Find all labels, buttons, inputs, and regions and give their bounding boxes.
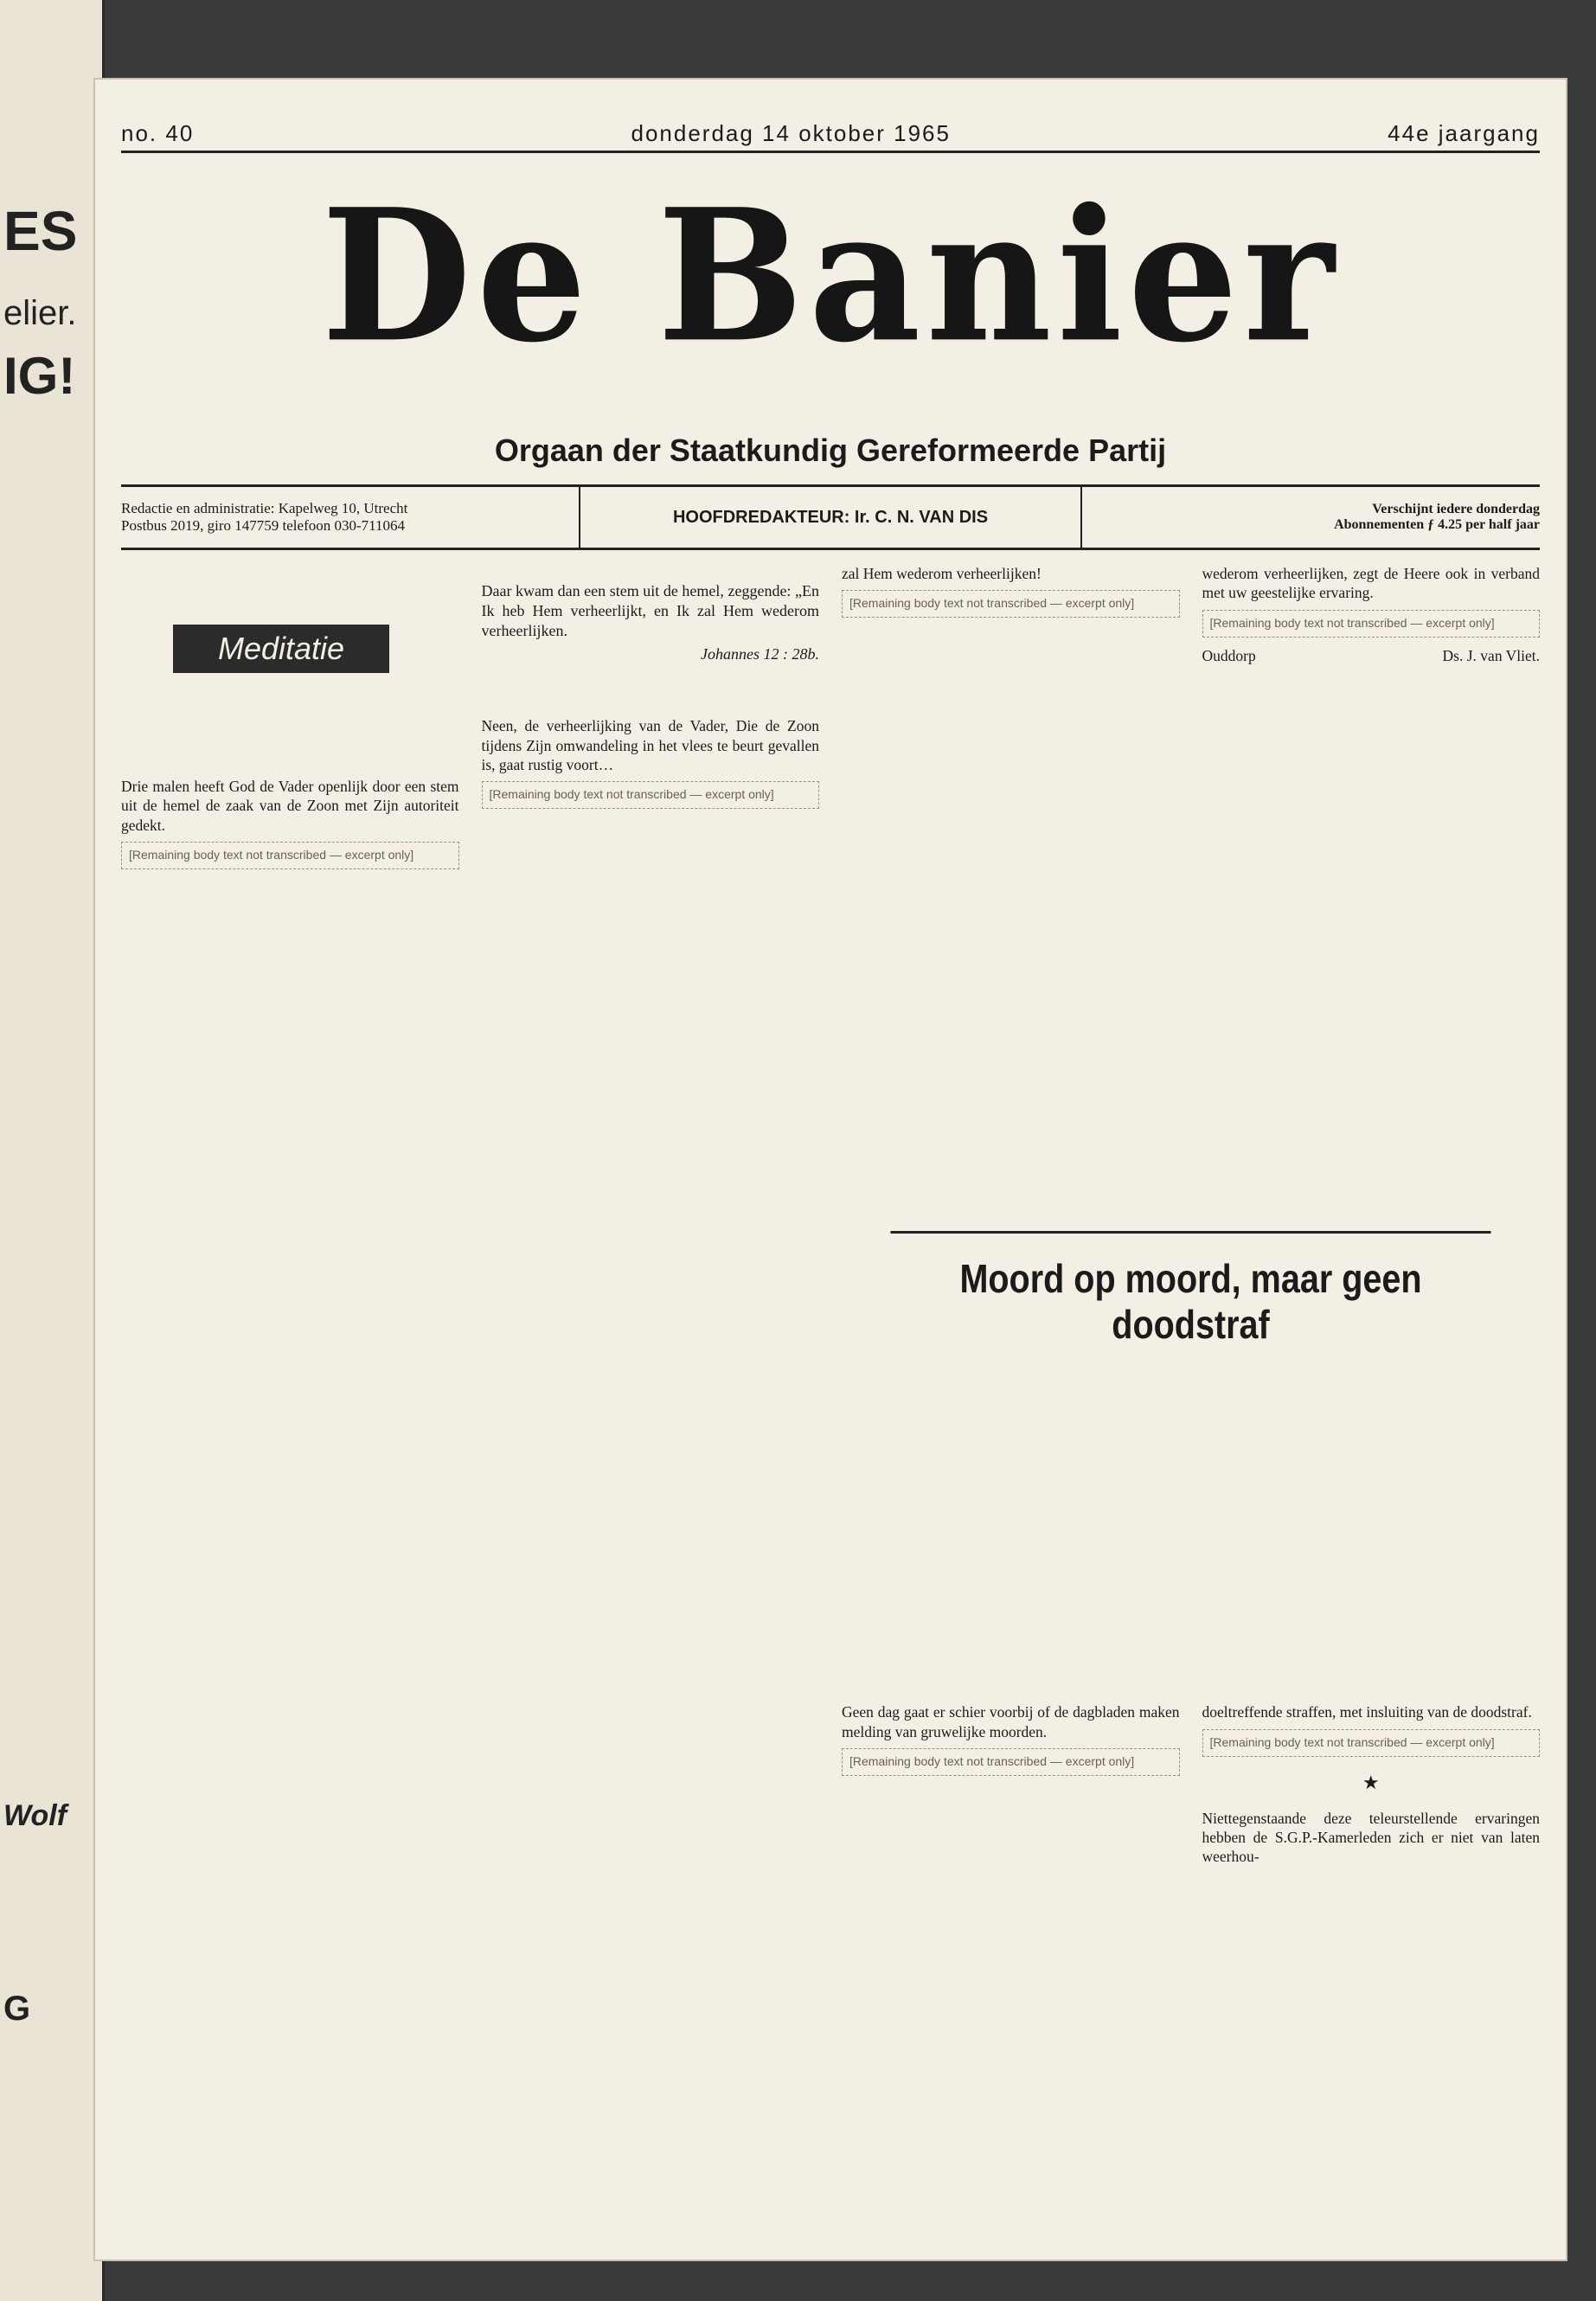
prev-page-fragment: IG! — [3, 347, 76, 405]
meditatie-opening: Drie malen heeft God de Vader openlijk door een stem uit de hemel de zaak van de Zoon met Zijn autoriteit gedekt. — [121, 778, 459, 834]
editor-in-chief: HOOFDREDAKTEUR: Ir. C. N. VAN DIS — [579, 487, 1082, 548]
article-continuation: doeltreffende straffen, met insluiting van de doodstraf. — [1202, 1703, 1532, 1721]
excerpt-note: [Remaining body text not transcribed — excerpt only] — [842, 590, 1180, 618]
admin-line: Redactie en administratie: Kapelweg 10, Utrecht — [121, 500, 408, 516]
subscription-price: Abonnementen ƒ 4.25 per half jaar — [1334, 517, 1540, 532]
admin-info — [121, 500, 579, 535]
column-3 — [842, 564, 1180, 1224]
meditatie-continuation: Neen, de verheerlijking van de Vader, Die de Zoon tijdens Zijn omwandeling in het vlees te beurt gevallen is, gaat rustig voort… — [481, 717, 819, 773]
issue-date: donderdag 14 oktober 1965 — [631, 119, 951, 146]
newspaper-page — [95, 80, 1566, 2259]
meditatie-continuation: zal Hem wederom verheerlijken! — [842, 565, 1042, 582]
section-break-star: ★ — [1362, 1771, 1380, 1793]
previous-page-strip — [0, 0, 105, 2301]
schedule: Verschijnt iedere donderdag — [1372, 502, 1540, 516]
article-column-left — [842, 1702, 1180, 2225]
excerpt-note: [Remaining body text not transcribed — excerpt only] — [1202, 1729, 1541, 1757]
prev-page-fragment: elier. — [3, 294, 77, 332]
column-2 — [482, 564, 820, 1224]
article-headline — [890, 1231, 1490, 1702]
prev-page-fragment: G — [3, 1990, 31, 2028]
verse-reference: Johannes 12 : 28b. — [701, 645, 819, 663]
issue-number: no. 40 — [121, 119, 195, 146]
article-closing: Niettegenstaande deze teleurstellende ervaringen hebben de S.G.P.-Kamerleden zich er niet van laten weerhou- — [1202, 1809, 1540, 1866]
column-4 — [1202, 564, 1541, 1224]
prev-page-fragment: Wolf — [3, 1799, 67, 1832]
masthead-topline — [121, 116, 1540, 153]
headline-line: doodstraf — [1112, 1302, 1270, 1348]
masthead-infobar — [121, 484, 1540, 550]
admin-line: Postbus 2019, giro 147759 telefoon 030-711064 — [121, 517, 406, 534]
scripture-verse — [482, 581, 820, 664]
headline-line: Moord op moord, maar geen — [959, 1256, 1422, 1302]
meditatie-label: Meditatie — [173, 625, 389, 673]
excerpt-note: [Remaining body text not transcribed — excerpt only] — [482, 781, 820, 809]
volume: 44e jaargang — [1388, 119, 1540, 146]
article-columns — [121, 564, 1540, 2225]
excerpt-note: [Remaining body text not transcribed — excerpt only] — [842, 1748, 1180, 1776]
author: Ds. J. van Vliet. — [1442, 646, 1540, 664]
publication-info — [1082, 502, 1540, 533]
prev-page-fragment: ES — [3, 200, 78, 262]
place: Ouddorp — [1202, 646, 1256, 664]
article-opening: Geen dag gaat er schier voorbij of de dagbladen maken melding van gruwelijke moorden. — [842, 1703, 1180, 1740]
masthead-subtitle: Orgaan der Staatkundig Gereformeerde Partij — [494, 433, 1167, 468]
column-1 — [121, 564, 459, 1224]
excerpt-note: [Remaining body text not transcribed — excerpt only] — [1202, 610, 1541, 638]
excerpt-note: [Remaining body text not transcribed — excerpt only] — [121, 842, 459, 869]
verse-text: Daar kwam dan een stem uit de hemel, zeggende: „En Ik heb Hem verheerlijkt, en Ik zal Hem wederom verheerlijken. — [481, 582, 819, 640]
meditatie-signoff — [1202, 646, 1541, 665]
masthead-title: De Banier — [321, 170, 1340, 383]
meditatie-continuation: wederom verheerlijken, zegt de Heere ook in verband met uw geestelijke ervaring. — [1202, 565, 1540, 602]
article-column-right — [1202, 1702, 1541, 2225]
